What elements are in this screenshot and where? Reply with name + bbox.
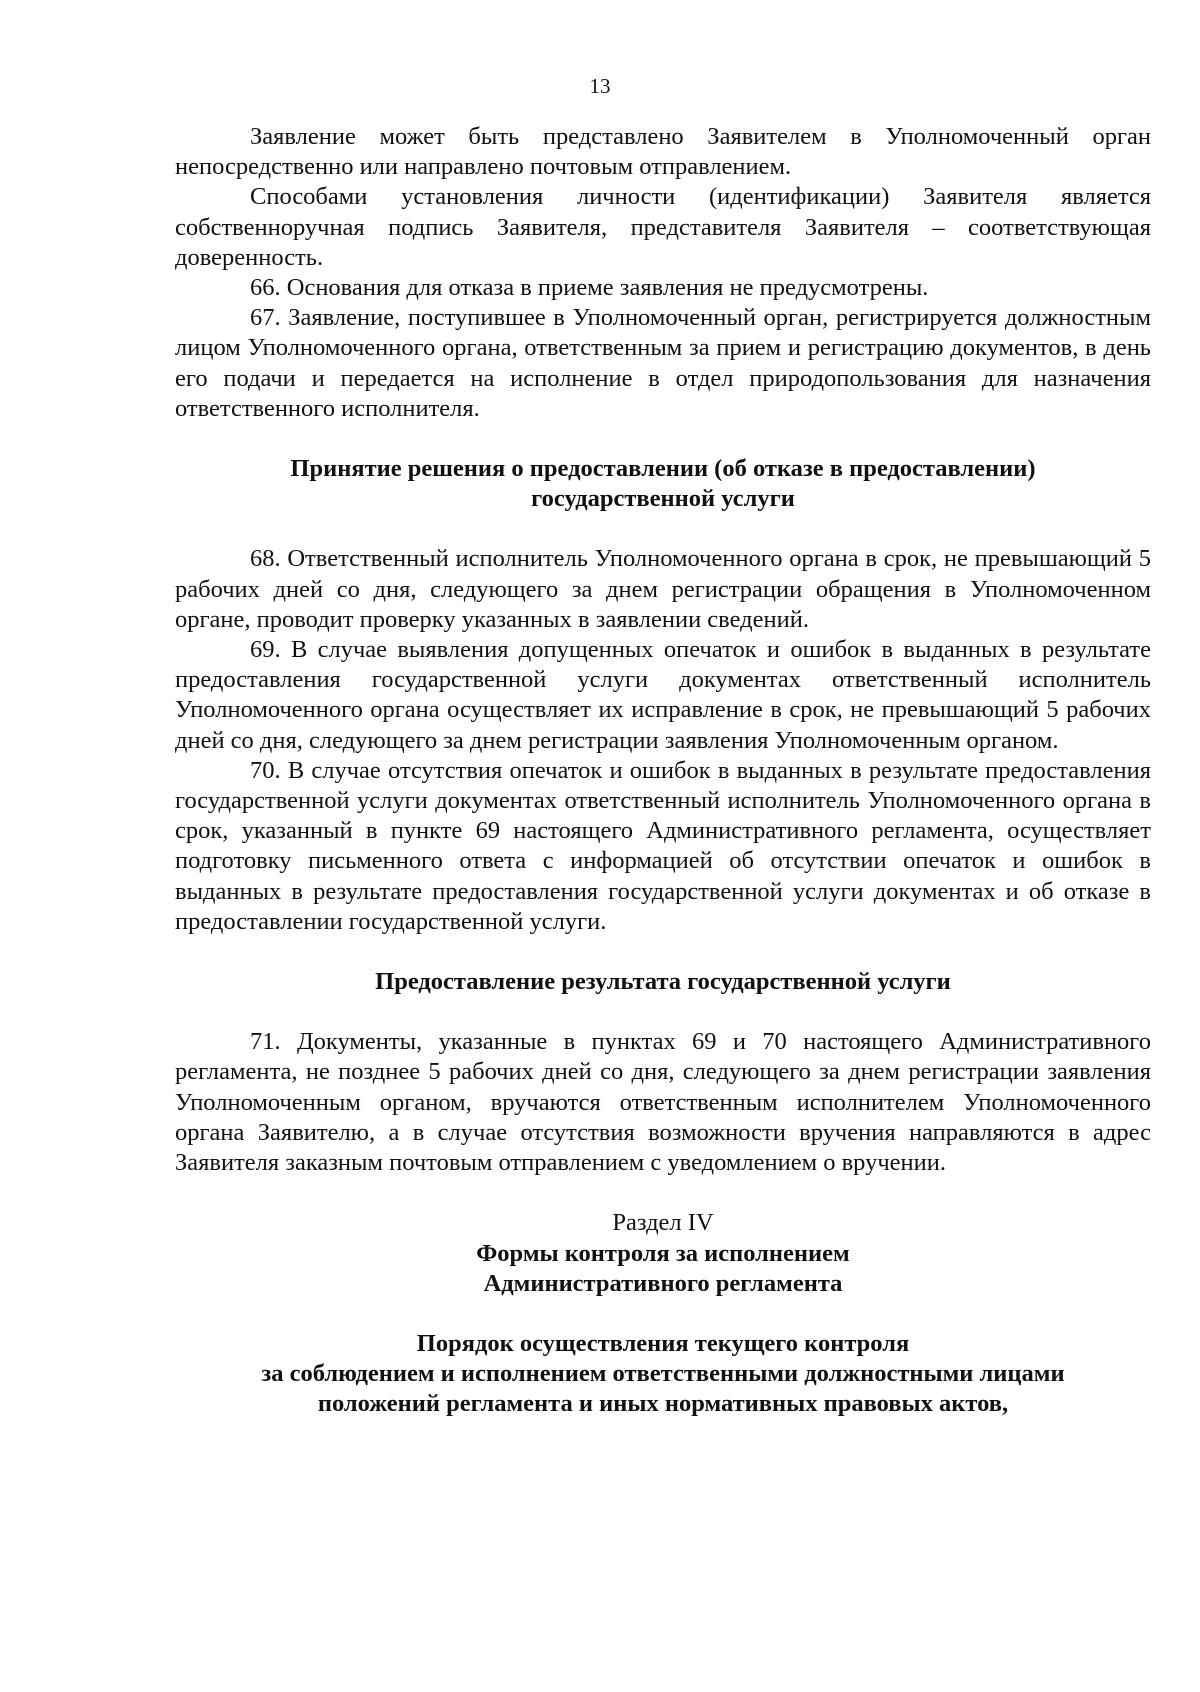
paragraph-identification: Способами установления личности (идентификации) Заявителя является собственноручная подпись Заявителя, представителя Заявителя – соответствующая доверенность. bbox=[175, 183, 1151, 271]
heading-line: Порядок осуществления текущего контроля bbox=[416, 1329, 910, 1357]
page-number: 13 bbox=[589, 74, 611, 98]
heading-line: Принятие решения о предоставлении (об отказе в предоставлении) bbox=[290, 455, 1036, 483]
heading-current-control bbox=[175, 1329, 1151, 1420]
document-body bbox=[175, 122, 1151, 1420]
heading-result bbox=[175, 967, 1151, 997]
paragraph-66: 66. Основания для отказа в приеме заявления не предусмотрены. bbox=[250, 274, 929, 302]
heading-line: Предоставление результата государственной услуги bbox=[375, 968, 951, 996]
heading-decision bbox=[175, 454, 1151, 514]
heading-line: положений регламента и иных нормативных правовых актов, bbox=[317, 1390, 1009, 1418]
paragraph-71: 71. Документы, указанные в пунктах 69 и 70 настоящего Административного регламента, не позднее 5 рабочих дней со дня, следующего за днем регистрации заявления Уполномоченным органом, вручаются ответственным исполнителем Уполномоченного органа Заявителю, а в случае отсутствия возможности вручения направляются в адрес Заявителя заказным почтовым отправлением с уведомлением о вручении. bbox=[175, 1028, 1151, 1177]
paragraph-submission-method: Заявление может быть представлено Заявителем в Уполномоченный орган непосредственно или направлено почтовым отправлением. bbox=[175, 123, 1151, 181]
heading-line: за соблюдением и исполнением ответственными должностными лицами bbox=[261, 1360, 1065, 1388]
section-heading bbox=[175, 1208, 1151, 1299]
section-title-line: Формы контроля за исполнением bbox=[476, 1239, 850, 1267]
section-title-line: Административного регламента bbox=[483, 1269, 843, 1297]
paragraph-70: 70. В случае отсутствия опечаток и ошибок в выданных в результате предоставления государственной услуги документах ответственный исполнитель Уполномоченного органа в срок, указанный в пункте 69 настоящего Административного регламента, осуществляет подготовку письменного ответа с информацией об отсутствии опечаток и ошибок в выданных в результате предоставления государственной услуги документах и об отказе в предоставлении государственной услуги. bbox=[175, 756, 1151, 935]
section-label: Раздел IV bbox=[612, 1209, 714, 1237]
heading-line: государственной услуги bbox=[531, 485, 795, 513]
paragraph-67: 67. Заявление, поступившее в Уполномоченный орган, регистрируется должностным лицом Уполномоченного органа, ответственным за прием и регистрацию документов, в день его подачи и передается на исполнение в отдел природопользования для назначения ответственного исполнителя. bbox=[175, 304, 1151, 422]
paragraph-68: 68. Ответственный исполнитель Уполномоченного органа в срок, не превышающий 5 рабочих дней со дня, следующего за днем регистрации обращения в Уполномоченном органе, проводит проверку указанных в заявлении сведений. bbox=[175, 545, 1151, 633]
paragraph-69: 69. В случае выявления допущенных опечаток и ошибок в выданных в результате предоставления государственной услуги документах ответственный исполнитель Уполномоченного органа осуществляет их исправление в срок, не превышающий 5 рабочих дней со дня, следующего за днем регистрации заявления Уполномоченным органом. bbox=[175, 636, 1151, 754]
